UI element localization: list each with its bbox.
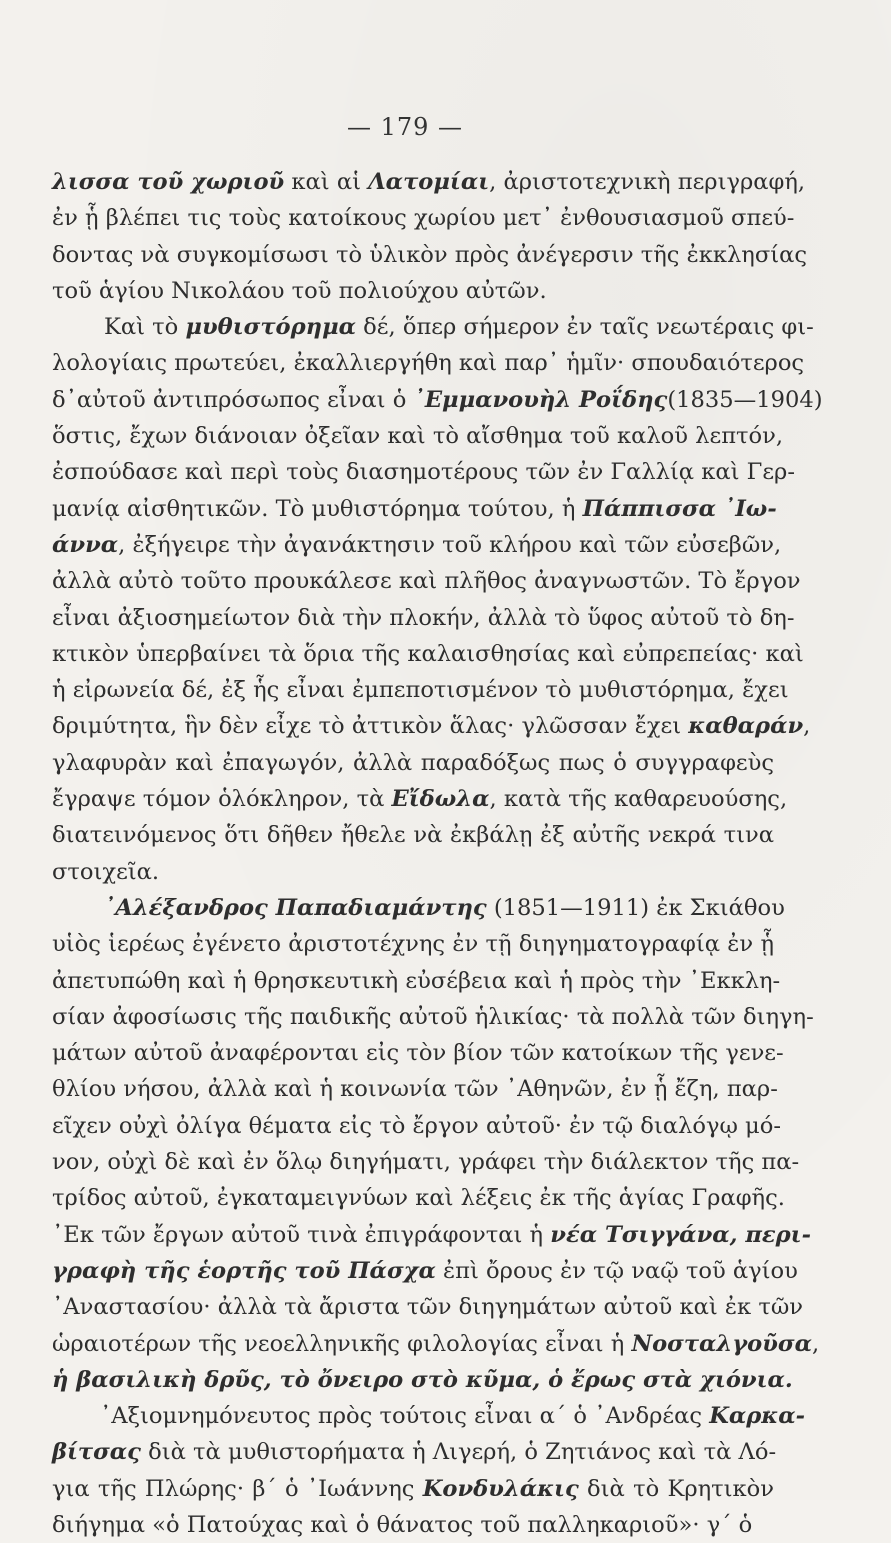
emphasized-text: Λατομίαι (368, 169, 490, 195)
text-line (52, 890, 785, 926)
text-run: υἱὸς ἱερέως ἐγένετο ἀριστοτέχνης ἐν τῇ διηγηματογραφίᾳ ἐν ᾗ (52, 931, 774, 958)
body-text (52, 164, 823, 1543)
text-run: ὡραιοτέρων τῆς νεοελληνικῆς φιλολογίας εἶναι ἡ (52, 1330, 632, 1357)
text-run: ᾽Αξιομνημόνευτος πρὸς τούτοις εἶναι α´ ὁ ᾽Ανδρέας (100, 1403, 710, 1430)
text-run: , (803, 713, 811, 740)
text-run: γλαφυρὰν καὶ ἐπαγωγόν, ἀλλὰ παραδόξως πως ὁ συγγραφεὺς (52, 749, 774, 776)
text-line (52, 563, 801, 599)
emphasized-text: Νοσταλγοῦσα (631, 1330, 812, 1357)
text-run: λολογίαις πρωτεύει, ἐκαλλιεργήθη καὶ παρ᾽ ἡμῖν· σπουδαιότερος (52, 350, 805, 377)
emphasized-text: άννα (52, 531, 119, 558)
emphasized-text: ᾽Αλέξανδρος Παπαδιαμάντης (104, 894, 487, 921)
text-line (52, 1108, 781, 1144)
text-line (52, 1471, 774, 1507)
text-line (52, 1144, 800, 1180)
text-line (52, 708, 811, 744)
emphasized-text: βίτσας (52, 1439, 141, 1466)
emphasized-text: Πάππισσα ᾽Ιω- (582, 495, 777, 522)
text-line (52, 672, 789, 708)
text-line (52, 1434, 777, 1470)
text-run: ἐσπούδασε καὶ περὶ τοὺς διασημοτέρους τῶν ἐν Γαλλίᾳ καὶ Γερ- (52, 459, 795, 486)
text-line (52, 309, 814, 345)
emphasized-text: μυθιστόρημα (185, 314, 356, 341)
text-run: (1835—1904) (667, 386, 823, 413)
text-run: ἀπετυπώθη καὶ ἡ θρησκευτικὴ εὐσέβεια καὶ ἡ πρὸς τὴν ᾽Εκκλη- (52, 967, 781, 994)
text-run: τοῦ ἁγίου Νικολάου τοῦ πολιούχου αὐτῶν. (52, 277, 547, 304)
text-line (52, 418, 784, 454)
text-run: καὶ αἱ (284, 169, 369, 195)
text-run: νον, οὐχὶ δὲ καὶ ἐν ὅλῳ διηγήματι, γράφει τὴν διάλεκτον τῆς πα- (52, 1149, 800, 1176)
text-line (52, 854, 774, 890)
text-line (52, 1217, 811, 1253)
text-run: ὅστις, ἔχων διάνοιαν ὀξεῖαν καὶ τὸ αἴσθημα τοῦ καλοῦ λεπτόν, (52, 423, 784, 450)
text-line (52, 345, 805, 381)
text-run: εἶναι ἀξιοσημείωτον διὰ τὴν πλοκήν, ἀλλὰ τὸ ὕφος αὐτοῦ τὸ δη- (52, 604, 795, 631)
text-run: στοιχεῖα. (52, 858, 160, 885)
text-line (52, 200, 795, 236)
text-line (52, 273, 774, 309)
emphasized-text: καθαράν (688, 713, 804, 740)
text-line (52, 600, 795, 636)
text-run: δριμύτητα, ἣν δὲν εἶχε τὸ ἀττικὸν ἅλας· γλῶσσαν ἔχει (52, 713, 689, 740)
text-line (52, 1071, 778, 1107)
text-run: διατεινόμενος ὅτι δῆθεν ἤθελε νὰ ἐκβάλῃ ἐξ αὐτῆς νεκρά τινα (52, 822, 774, 849)
text-run: , κατὰ τῆς καθαρευούσης, (489, 786, 788, 813)
text-line (52, 527, 782, 563)
text-run: δ᾽αὐτοῦ ἀντιπρόσωπος εἶναι ὁ (52, 386, 414, 413)
text-line (52, 491, 777, 527)
text-run: διὰ τὸ Κρητικὸν (578, 1475, 774, 1502)
text-line (52, 1253, 798, 1289)
emphasized-text: Καρκα- (709, 1403, 805, 1430)
text-run: ἔγραψε τόμον ὁλόκληρον, τὰ (52, 786, 392, 813)
text-run: δέ, ὅπερ σήμερον ἐν ταῖς νεωτέραις φι- (356, 314, 814, 341)
text-run: ἀλλὰ αὐτὸ τοῦτο προυκάλεσε καὶ πλῆθος ἀναγνωστῶν. Τὸ ἔργον (52, 568, 801, 595)
text-line (52, 382, 823, 418)
text-line (52, 164, 806, 200)
emphasized-text: γραφὴ τῆς ἑορτῆς τοῦ Πάσχα (52, 1257, 436, 1284)
text-run: δοντας νὰ συγκομίσωσι τὸ ὑλικὸν πρὸς ἀνέγερσιν τῆς ἐκκλησίας (52, 241, 808, 268)
emphasized-text: νέα Τσιγγάνα, περι- (550, 1221, 811, 1248)
text-run: διήγημα «ὁ Πατούχας καὶ ὁ θάνατος τοῦ παλληκαριοῦ»· γ´ ὁ (52, 1511, 753, 1538)
text-run: , ἐξήγειρε τὴν ἀγανάκτησιν τοῦ κλήρου καὶ τῶν εὐσεβῶν, (118, 531, 782, 558)
text-line (52, 999, 814, 1035)
text-run: τρίδος αὐτοῦ, ἐγκαταμειγνύων καὶ λέξεις ἐκ τῆς ἁγίας Γραφῆς. (52, 1185, 785, 1212)
text-run: ᾽Εκ τῶν ἔργων αὐτοῦ τινὰ ἐπιγράφονται ἡ (52, 1221, 551, 1248)
emphasized-text: λισσα τοῦ χωριοῦ (52, 169, 285, 195)
emphasized-text: Κονδυλάκις (422, 1475, 579, 1502)
text-line (52, 1289, 803, 1325)
text-line (52, 817, 774, 853)
text-run: Καὶ τὸ (104, 314, 186, 341)
text-run: , ἀριστοτεχνικὴ περιγραφή, (489, 169, 806, 195)
text-line (52, 1035, 784, 1071)
text-line (52, 781, 788, 817)
text-line (52, 926, 774, 962)
text-line (52, 1507, 774, 1543)
emphasized-text: Εἴδωλα (391, 786, 490, 813)
text-run: θλίου νήσου, ἀλλὰ καὶ ἡ κοινωνία τῶν ᾽Αθηνῶν, ἐν ᾗ ἔζη, παρ- (52, 1076, 778, 1103)
text-line (52, 454, 795, 490)
text-line (52, 745, 774, 781)
scan-speck (767, 1410, 770, 1413)
text-run: ἡ εἰρωνεία δέ, ἐξ ἧς εἶναι ἐμπεποτισμένον τὸ μυθιστόρημα, ἔχει (52, 677, 789, 704)
text-run: σίαν ἀφοσίωσις τῆς παιδικῆς αὐτοῦ ἡλικίας· τὰ πολλὰ τῶν διηγη- (52, 1003, 814, 1030)
text-run: , (811, 1330, 820, 1357)
emphasized-text: ᾽Εμμανουὴλ Ροΐδης (413, 386, 668, 413)
text-run: ἐπὶ ὄρους ἐν τῷ ναῷ τοῦ ἁγίου (435, 1257, 798, 1284)
text-run: μάτων αὐτοῦ ἀναφέρονται εἰς τὸν βίον τῶν κατοίκων τῆς γενε- (52, 1040, 784, 1067)
text-line (52, 963, 781, 999)
page-number: — 179 — (346, 113, 464, 141)
text-run: ᾽Αναστασίου· ἀλλὰ τὰ ἄριστα τῶν διηγημάτων αὐτοῦ καὶ ἐκ τῶν (52, 1294, 803, 1321)
text-run: εῖχεν οὐχὶ ὀλίγα θέματα εἰς τὸ ἔργον αὐτοῦ· ἐν τῷ διαλόγῳ μό- (52, 1112, 781, 1139)
emphasized-text: ἡ βασιλικὴ δρῦς, τὸ ὄνειρο στὸ κῦμα, ὁ ἔρως στὰ χιόνια. (52, 1366, 793, 1393)
text-run: ἐν ᾗ βλέπει τις τοὺς κατοίκους χωρίου μετ᾽ ἐνθουσιασμοῦ σπεύ- (52, 205, 795, 232)
text-run: μανίᾳ αἰσθητικῶν. Τὸ μυθιστόρημα τούτου, ἡ (52, 495, 583, 522)
text-run: για τῆς Πλώρης· β´ ὁ ᾽Ιωάννης (52, 1475, 423, 1502)
text-line (52, 636, 804, 672)
text-line (52, 1326, 820, 1362)
text-run: κτικὸν ὑπερβαίνει τὰ ὅρια τῆς καλαισθησίας καὶ εὐπρεπείας· καὶ (52, 640, 804, 667)
text-run: διὰ τὰ μυθιστορήματα ἡ Λιγερή, ὁ Ζητιάνος καὶ τὰ Λό- (140, 1439, 777, 1466)
text-line (52, 1180, 785, 1216)
text-run: (1851—1911) ἐκ Σκιάθου (486, 894, 785, 921)
scan-speck (58, 836, 61, 839)
text-line (52, 237, 808, 273)
text-line (52, 1362, 793, 1398)
text-line (52, 1398, 805, 1434)
